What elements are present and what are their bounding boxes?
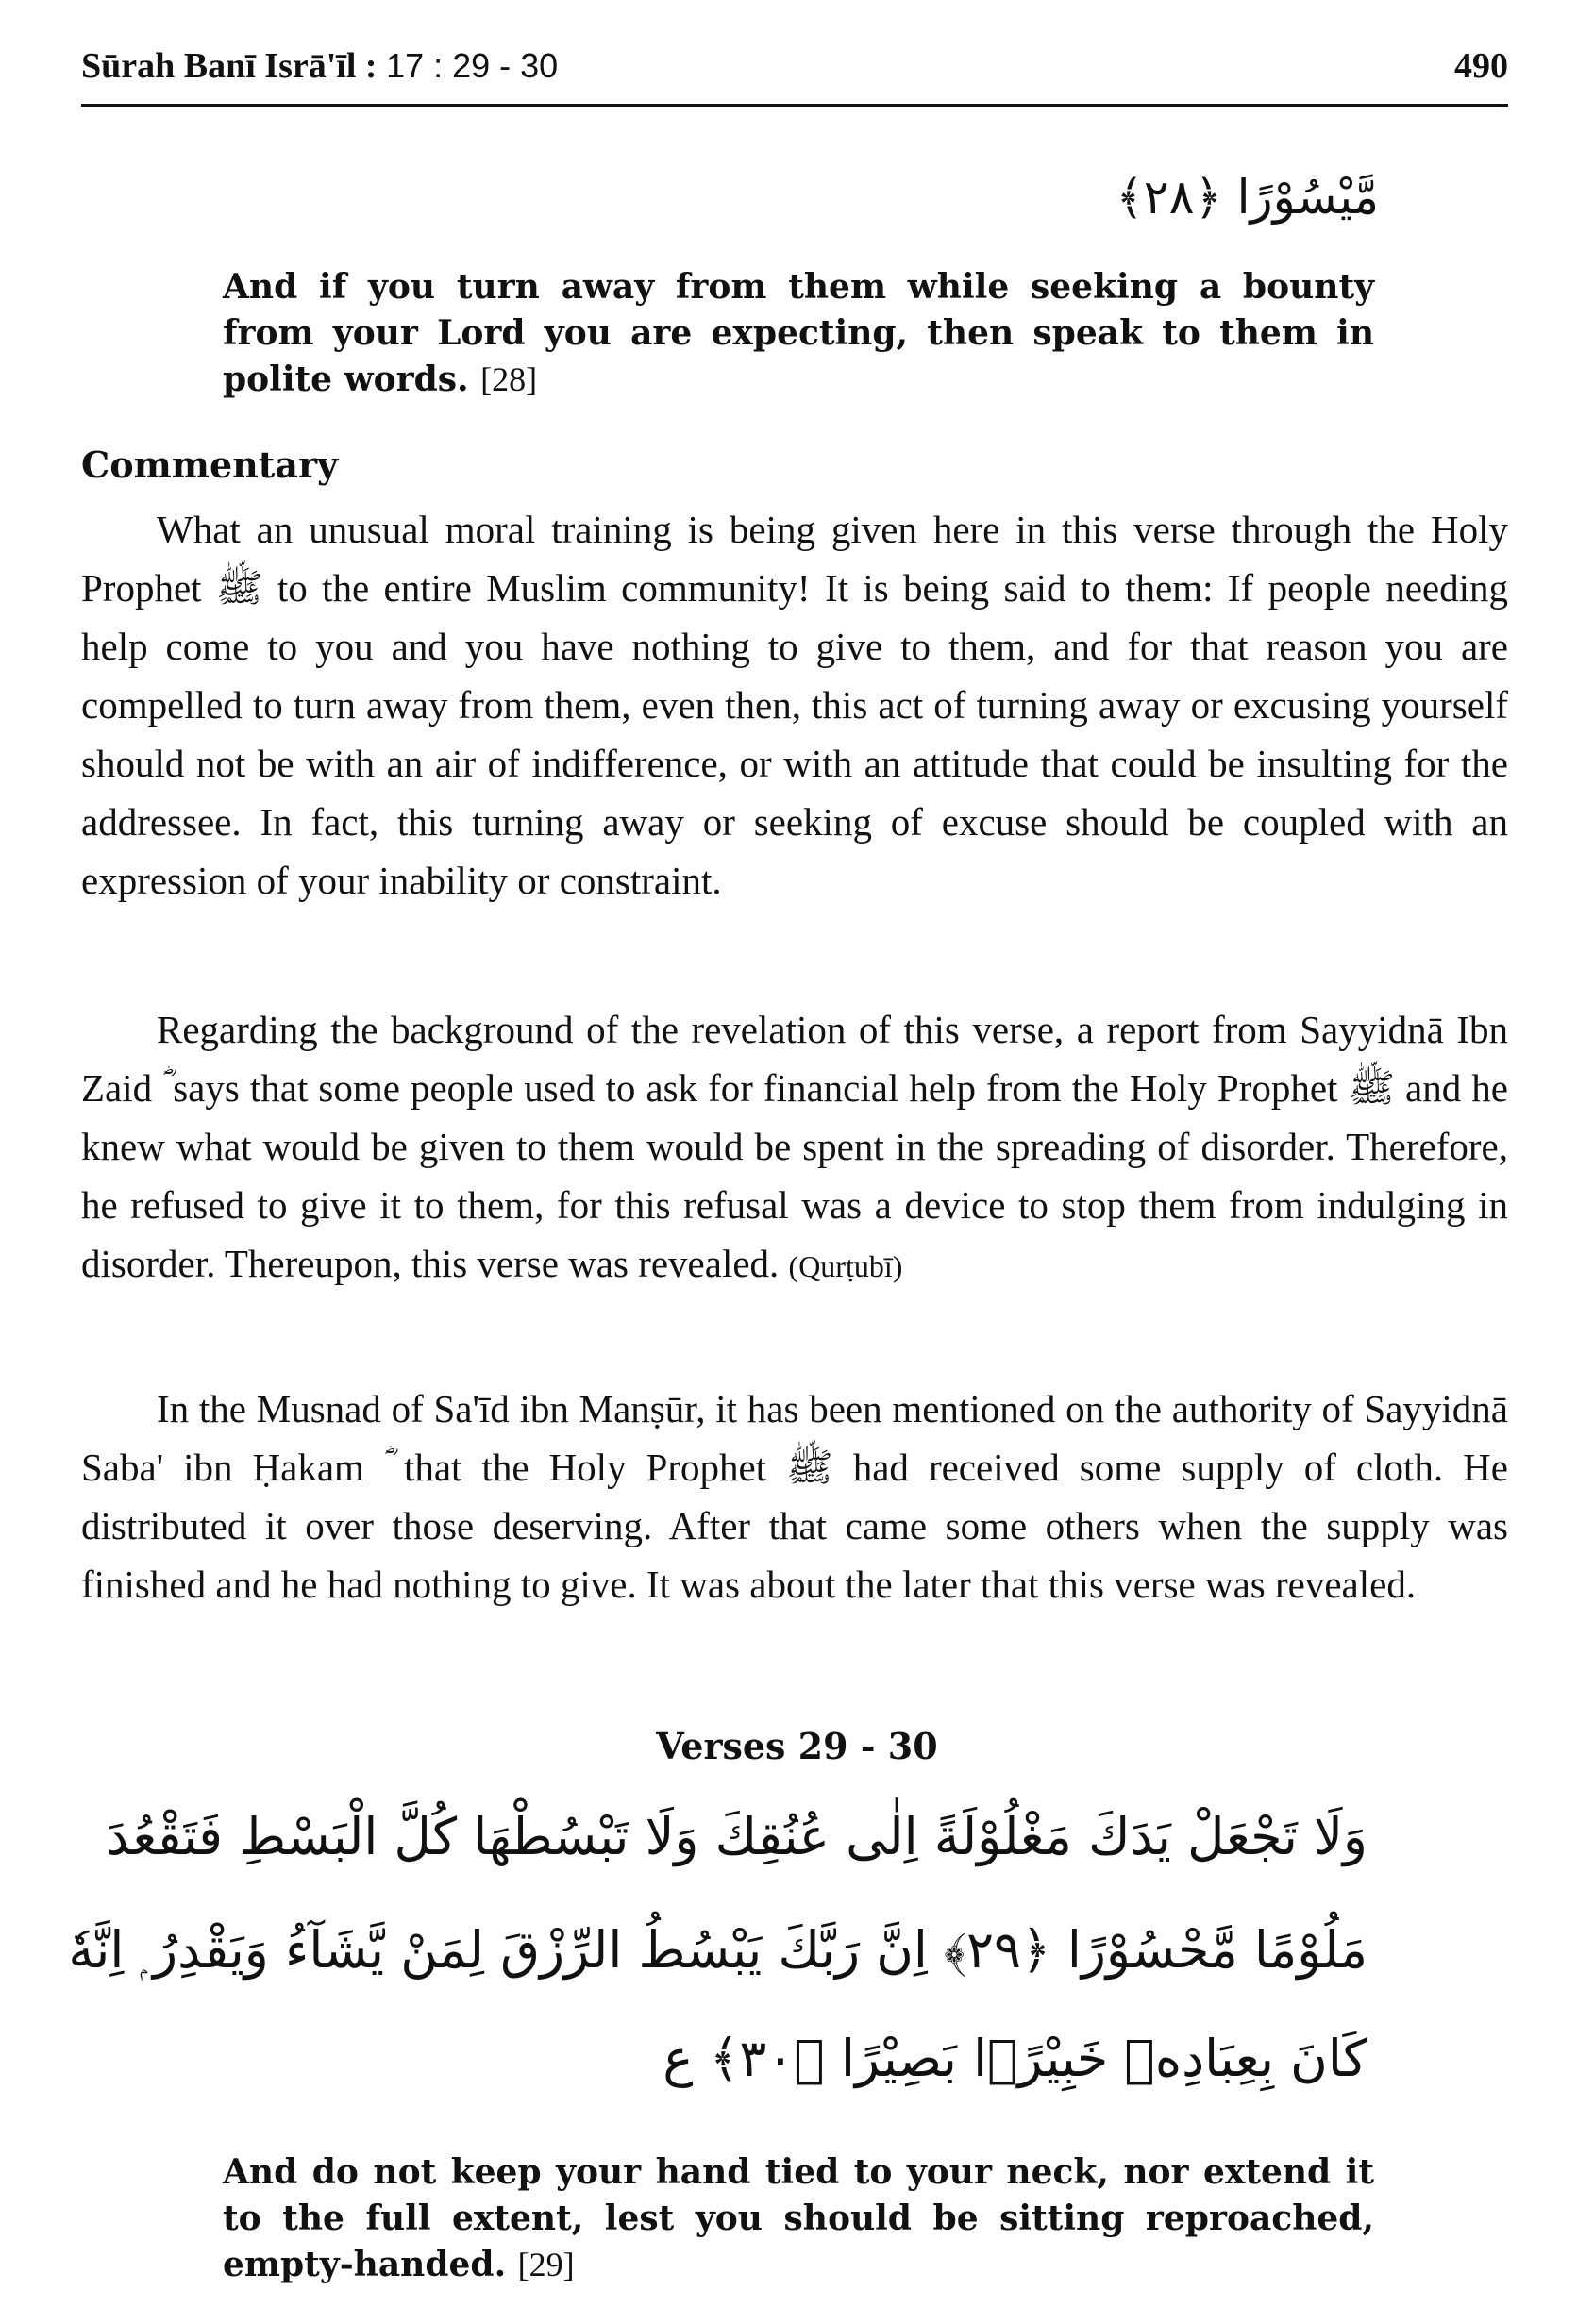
arabic-verse-line-2: مَلُوْمًا مَّحْسُوْرًا ﴿٢٩﴾ اِنَّ رَبَّكَ يَبْسُطُ الرِّزْقَ لِمَنْ يَّشَآءُ وَيَقْدِرُ ۭ اِنَّهٗ: [68, 1920, 1367, 1980]
commentary-paragraph-2: [81, 1000, 1508, 1296]
header-divider: [81, 104, 1508, 107]
commentary-paragraph-3: In the Musnad of Sa'īd ibn Manṣūr, it has been mentioned on the authority of Sayyidnā Saba' ibn Ḥakam ؓ that the Holy Prophet ﷺ had received some supply of cloth. He distributed it over those deserving. After that came some others when the supply was finished and he had nothing to give. It was about the later that this verse was revealed.: [81, 1387, 1508, 1606]
arabic-verse-line-1: وَلَا تَجْعَلْ يَدَكَ مَغْلُوْلَةً اِلٰى عُنُقِكَ وَلَا تَبْسُطْهَا كُلَّ الْبَسْطِ فَتَقْعُدَ: [106, 1807, 1367, 1866]
translation-text: And if you turn away from them while seeking a bounty from your Lord you are expecting, then speak to them in polite words.: [223, 267, 1374, 399]
verse-reference: 17 : 29 - 30: [386, 46, 559, 85]
verse-number: [28]: [480, 360, 538, 398]
commentary-paragraph-1: What an unusual moral training is being given here in this verse through the Holy Prophet ﷺ to the entire Muslim community! It is being said to them: If people needing help come to you and you have nothing to give to them, and for that reason you are compelled to turn away from them, even then, this act of turning away or excusing yourself should not be with an air of indifference, or with an attitude that could be insulting for the addressee. In fact, this turning away or seeking of excuse should be coupled with an expression of your inability or constraint.: [81, 508, 1509, 902]
surah-name: Sūrah Banī Isrā'īl :: [81, 46, 378, 86]
paragraph-text: Regarding the background of the revelation of this verse, a report from Sayyidnā Ibn Zaid ؓ says that some people used to ask for financial help from the Holy Prophet ﷺ and he knew what would be given to them would be spent in the spreading of disorder. Therefore, he refused to give it to them, for this refusal was a device to stop them from indulging in disorder. Thereupon, this verse was revealed.: [81, 1008, 1508, 1285]
source-citation: (Qurṭubī): [788, 1249, 903, 1283]
translation-verse-28: [223, 264, 1374, 403]
page-number: 490: [1454, 46, 1508, 86]
arabic-verse-line-3: كَانَ بِعِبَادِهٖ خَبِيْرًۢا بَصِيْرًا ﴿٣٠﴾ ع: [663, 2029, 1367, 2088]
verse-number: [29]: [517, 2246, 575, 2283]
arabic-verse-28-ending: مَّيْسُوْرًا ﴿٢٨﴾: [1116, 170, 1379, 225]
commentary-heading: Commentary: [81, 443, 339, 486]
header-title: [81, 45, 558, 87]
verses-heading: Verses 29 - 30: [656, 1725, 938, 1767]
translation-verse-29: [223, 2149, 1374, 2288]
running-header: [81, 43, 1508, 104]
translation-text: And do not keep your hand tied to your neck, nor extend it to the full extent, lest you should be sitting reproached, empty-handed.: [223, 2152, 1374, 2284]
